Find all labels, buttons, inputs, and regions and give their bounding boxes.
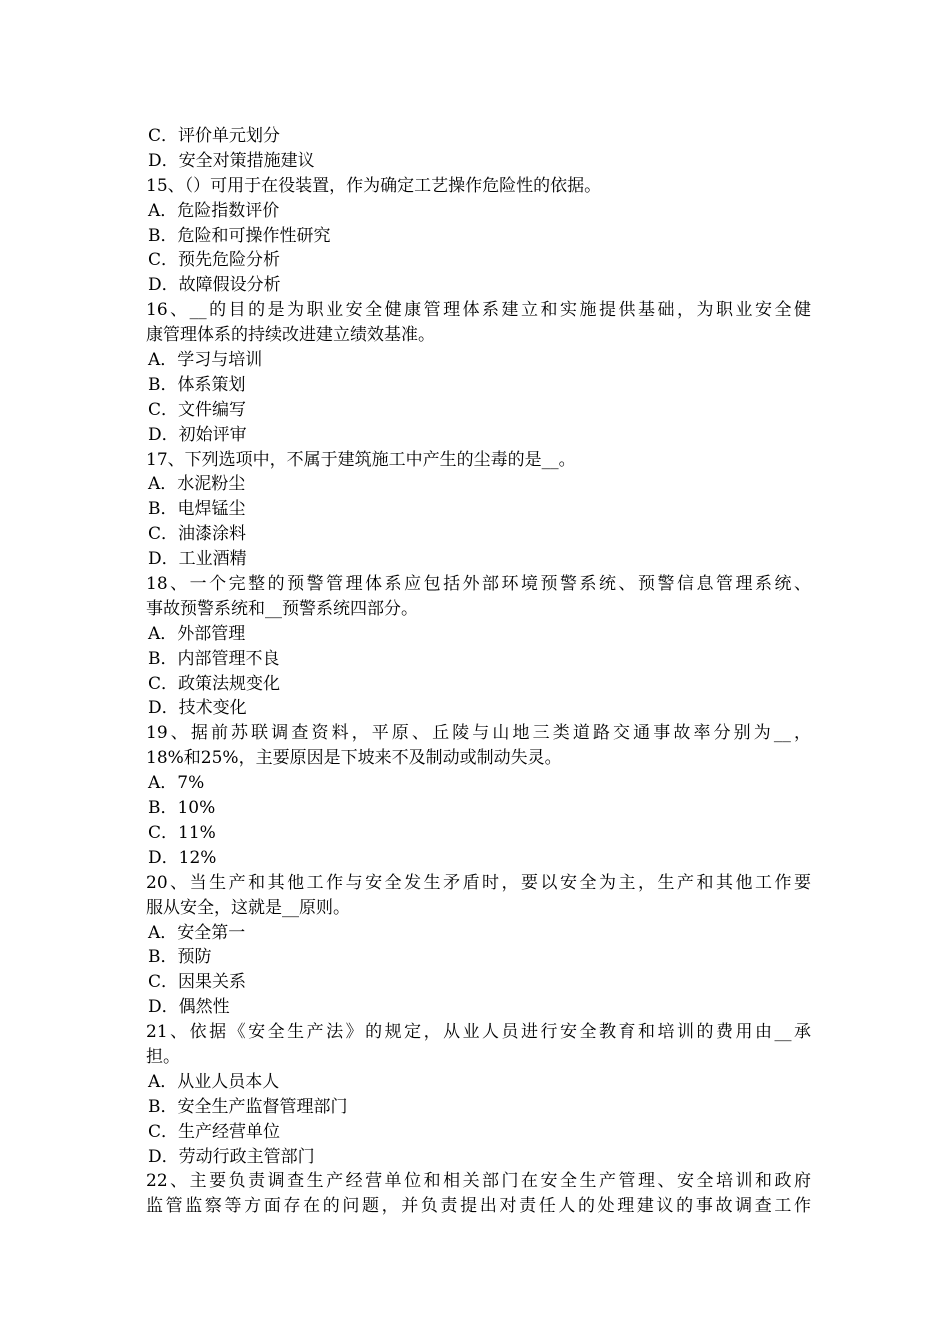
answer-option: D．12%: [148, 847, 217, 868]
answer-option: B．10%: [148, 798, 216, 819]
answer-option: D．初始评审: [148, 424, 247, 445]
answer-option: B．预防: [148, 947, 212, 968]
answer-option: A．从业人员本人: [148, 1071, 280, 1092]
answer-option: C．政策法规变化: [148, 673, 281, 694]
answer-option: D．安全对策措施建议: [148, 150, 315, 171]
question-stem-line: 19、据前苏联调查资料，平原、丘陵与山地三类道路交通事故率分别为__，: [146, 723, 811, 744]
question-stem-line: 康管理体系的持续改进建立绩效基准。: [146, 325, 435, 346]
question-stem-line: 18%和25%，主要原因是下坡来不及制动或制动失灵。: [146, 748, 562, 769]
answer-option: B．安全生产监督管理部门: [148, 1096, 348, 1117]
answer-option: A．水泥粉尘: [148, 474, 246, 495]
answer-option: C．因果关系: [148, 972, 247, 993]
answer-option: C．油漆涂料: [148, 524, 247, 545]
answer-option: A．危险指数评价: [148, 200, 280, 221]
question-stem-line: 事故预警系统和__预警系统四部分。: [146, 598, 418, 619]
question-stem-line: 担。: [146, 1046, 180, 1067]
question-stem-line: 服从安全，这就是__原则。: [146, 897, 350, 918]
question-stem-line: 17、下列选项中，不属于建筑施工中产生的尘毒的是__。: [146, 449, 576, 470]
question-stem-line: 18、一个完整的预警管理体系应包括外部环境预警系统、预警信息管理系统、: [146, 574, 811, 595]
answer-option: A．安全第一: [148, 922, 246, 943]
question-stem-line: 监管监察等方面存在的问题，并负责提出对责任人的处理建议的事故调查工作: [146, 1196, 811, 1217]
answer-option: B．内部管理不良: [148, 648, 280, 669]
answer-option: D．工业酒精: [148, 549, 247, 570]
answer-option: D．偶然性: [148, 997, 230, 1018]
answer-option: B．体系策划: [148, 374, 246, 395]
answer-option: D．劳动行政主管部门: [148, 1146, 315, 1167]
answer-option: C．文件编写: [148, 399, 247, 420]
question-stem-line: 21、依据《安全生产法》的规定，从业人员进行安全教育和培训的费用由__承: [146, 1022, 811, 1043]
question-stem-line: 22、主要负责调查生产经营单位和相关部门在安全生产管理、安全培训和政府: [146, 1171, 811, 1192]
answer-option: C．预先危险分析: [148, 250, 281, 271]
question-stem-line: 20、当生产和其他工作与安全发生矛盾时，要以安全为主，生产和其他工作要: [146, 872, 811, 893]
answer-option: D．故障假设分析: [148, 275, 281, 296]
exam-question-list: [146, 124, 811, 1219]
answer-option: C．评价单元划分: [148, 126, 281, 146]
answer-option: C．11%: [148, 822, 216, 843]
answer-option: A．7%: [148, 773, 205, 794]
answer-option: C．生产经营单位: [148, 1121, 281, 1142]
answer-option: A．外部管理: [148, 623, 246, 644]
answer-option: A．学习与培训: [148, 350, 263, 371]
question-stem-line: 16、__的目的是为职业安全健康管理体系建立和实施提供基础，为职业安全健: [146, 300, 811, 321]
question-stem-line: 15、（）可用于在役装置，作为确定工艺操作危险性的依据。: [146, 175, 602, 196]
answer-option: B．电焊锰尘: [148, 499, 246, 520]
answer-option: B．危险和可操作性研究: [148, 225, 331, 246]
answer-option: D．技术变化: [148, 698, 247, 719]
